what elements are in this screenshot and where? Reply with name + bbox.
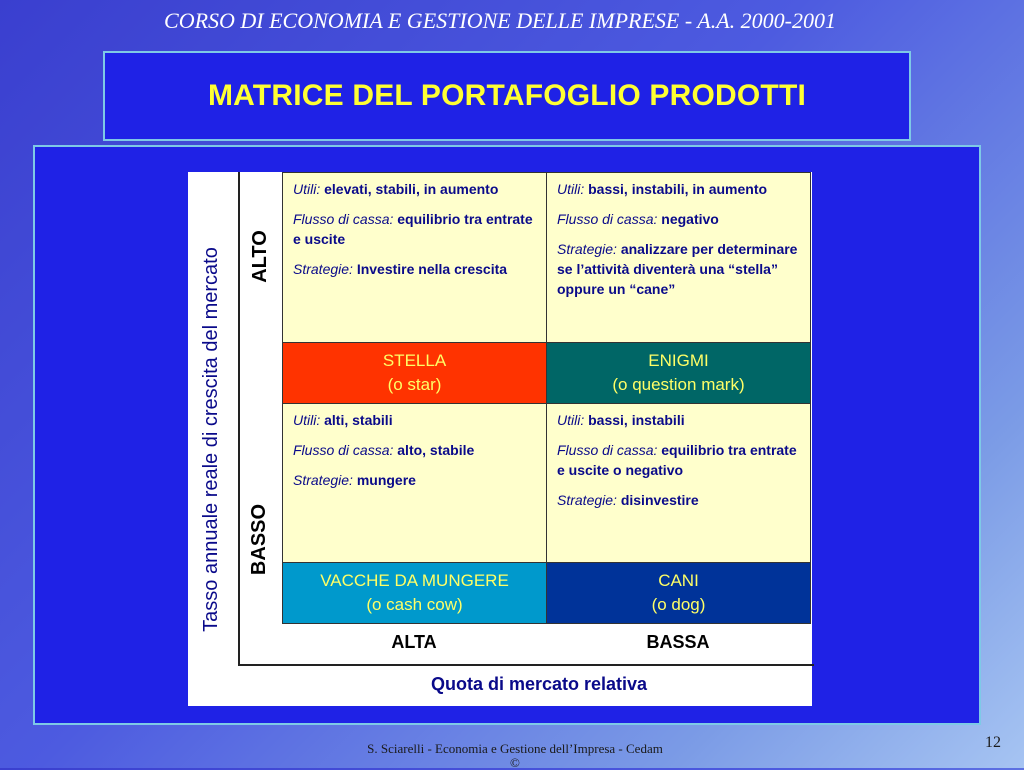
footer-copyright: © xyxy=(510,755,520,770)
page-number: 12 xyxy=(985,734,1001,751)
x-low-label: BASSA xyxy=(646,632,710,652)
flusso-value: alto, stabile xyxy=(397,442,475,458)
y-axis-label xyxy=(188,172,234,706)
cani-label-cell xyxy=(546,562,811,624)
utili-value: elevati, stabili, in aumento xyxy=(324,181,499,197)
strategie-label: Strategie: xyxy=(293,261,353,277)
flusso-label: Flusso di cassa: xyxy=(293,442,394,458)
stella-description-cell xyxy=(282,172,547,343)
utili-label: Utili: xyxy=(557,181,585,197)
strategie-value: disinvestire xyxy=(620,492,699,508)
y-low-label xyxy=(240,404,280,674)
utili-label: Utili: xyxy=(293,412,321,428)
strategie-value: analizzare per determinare se l’attività diventerà una “stella” oppure un “cane” xyxy=(557,241,798,297)
utili-label: Utili: xyxy=(557,412,585,428)
flusso-label: Flusso di cassa: xyxy=(557,442,658,458)
strategie-label: Strategie: xyxy=(293,472,353,488)
x-axis-label: Quota di mercato relativa xyxy=(430,674,648,694)
cani-subname: (o dog) xyxy=(651,595,706,614)
enigmi-description-cell xyxy=(546,172,811,343)
stella-label-cell xyxy=(282,342,547,404)
x-high-label: ALTA xyxy=(391,632,437,652)
footer-credit-text: S. Sciarelli - Economia e Gestione dell’Impresa - Cedam xyxy=(367,741,663,756)
utili-value: bassi, instabili, in aumento xyxy=(588,181,768,197)
y-high-label xyxy=(240,172,280,340)
enigmi-label-cell xyxy=(546,342,811,404)
strategie-label: Strategie: xyxy=(557,241,617,257)
flusso-label: Flusso di cassa: xyxy=(293,211,394,227)
flusso-label: Flusso di cassa: xyxy=(557,211,658,227)
strategie-value: mungere xyxy=(356,472,416,488)
footer-credit xyxy=(300,742,730,770)
cani-description-cell xyxy=(546,403,811,563)
flusso-value: negativo xyxy=(661,211,719,227)
course-title: CORSO DI ECONOMIA E GESTIONE DELLE IMPRESE - A.A. 2000-2001 xyxy=(164,8,836,33)
enigmi-subname: (o question mark) xyxy=(612,375,745,394)
y-high-label-text: ALTO xyxy=(248,229,271,283)
vacche-label-cell xyxy=(282,562,547,624)
y-low-label-text: BASSO xyxy=(248,503,271,575)
y-axis-label-text: Tasso annuale reale di crescita del mercato xyxy=(199,246,222,632)
slide-title-box xyxy=(103,51,911,141)
strategie-label: Strategie: xyxy=(557,492,617,508)
vacche-subname: (o cash cow) xyxy=(366,595,463,614)
vacche-name: VACCHE DA MUNGERE xyxy=(320,571,509,590)
flusso-value: equilibrio tra entrate e uscite o negativo xyxy=(557,442,797,478)
stella-name: STELLA xyxy=(382,351,447,370)
cani-name: CANI xyxy=(658,571,699,590)
utili-value: alti, stabili xyxy=(324,412,393,428)
vacche-description-cell xyxy=(282,403,547,563)
slide-title: MATRICE DEL PORTAFOGLIO PRODOTTI xyxy=(207,79,807,112)
utili-label: Utili: xyxy=(293,181,321,197)
strategie-value: Investire nella crescita xyxy=(356,261,508,277)
enigmi-name: ENIGMI xyxy=(648,351,709,370)
stella-subname: (o star) xyxy=(387,375,442,394)
x-axis-line xyxy=(238,664,814,666)
flusso-value: equilibrio tra entrate e uscite xyxy=(293,211,533,247)
utili-value: bassi, instabili xyxy=(588,412,685,428)
